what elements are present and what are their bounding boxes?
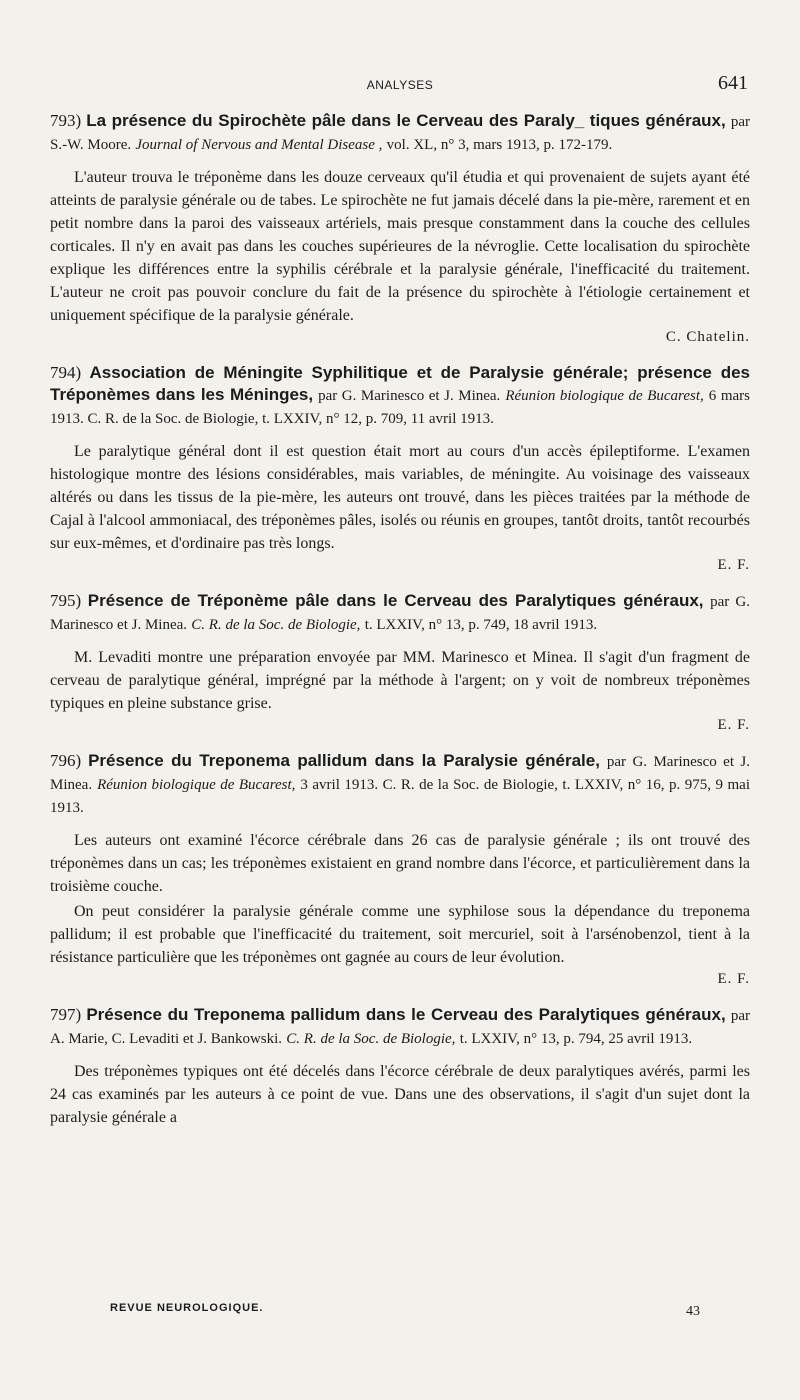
article-number: 796) (50, 751, 82, 770)
article-source: Réunion biologique de Bucarest, (97, 777, 296, 793)
article-794 (50, 362, 750, 574)
article-heading: Présence de Tréponème pâle dans le Cerveau des Paralytiques généraux, (87, 591, 704, 610)
article-reference: vol. XL, n° 3, mars 1913, p. 172-179. (386, 137, 613, 153)
article-title (50, 110, 750, 156)
article-793 (50, 110, 750, 346)
article-signature: C. Chatelin. (665, 329, 750, 345)
article-byline: par G. Marinesco et J. Minea. (318, 388, 501, 404)
article-paragraph: On peut considérer la paralysie générale comme une syphilose sous la dépendance du treponema pallidum; il est probable que l'inefficacité du traitement, soit mercuriel, soit à l'arsénobenzol, tient à la résistance particulière que les tréponèmes ont gagnée au cours de leur évolution. (50, 903, 750, 966)
article-title (50, 750, 750, 819)
running-header (52, 72, 748, 96)
article-heading: La présence du Spirochète pâle dans le Cerveau des Paraly_ tiques généraux, (86, 111, 726, 130)
article-number: 793) (50, 111, 82, 130)
article-paragraph: Les auteurs ont examiné l'écorce cérébrale dans 26 cas de paralysie générale ; ils ont trouvé des tréponèmes dans un cas; les tréponèmes existaient en grand nombre dans l'écorce, et particulièrement dans la troisième couche. (50, 832, 750, 895)
article-byline: par G. Marinesco et J. Minea. (50, 594, 750, 633)
article-796 (50, 750, 750, 988)
article-paragraph: M. Levaditi montre une préparation envoyée par MM. Marinesco et Minea. Il s'agit d'un fragment de cerveau de paralytique général, imprégné par la méthode à l'argent; on y voit de nombreux tréponèmes typiques en pleine substance grise. (50, 649, 750, 712)
article-reference: 6 mars 1913. C. R. de la Soc. de Biologie, t. LXXIV, n° 12, p. 709, 11 avril 1913. (50, 388, 750, 427)
article-paragraph: Le paralytique général dont il est question était mort au cours d'un accès épileptiforme. L'examen histologique montre des lésions considérables, mais variables, de méningite. Au voisinage des vaisseaux altérés ou dans les tissus de la pie-mère, les auteurs ont trouvé, dans les pièces traitées par la méthode de Cajal à l'alcool ammoniacal, des tréponèmes pâles, isolés ou réunis en groupes, tantôt droits, tantôt recourbés sur eux-mêmes, et d'ordinaire pas très longs. (50, 443, 750, 552)
article-heading: Association de Méningite Syphilitique et de Paralysie générale; présence des Tréponèmes dans les Méninges, (50, 363, 750, 404)
article-byline: par A. Marie, C. Levaditi et J. Bankowski. (50, 1008, 751, 1047)
page-number: 641 (718, 72, 748, 94)
article-heading: Présence du Treponema pallidum dans la Paralysie générale, (88, 751, 600, 770)
article-source: Journal of Nervous and Mental Disease , (135, 137, 383, 153)
article-795 (50, 590, 750, 734)
article-source: C. R. de la Soc. de Biologie, (191, 617, 361, 633)
article-number: 797) (50, 1005, 82, 1024)
article-source: C. R. de la Soc. de Biologie, (286, 1031, 456, 1047)
article-signature: E. F. (717, 971, 750, 987)
article-title (50, 590, 750, 636)
article-797 (50, 1004, 750, 1129)
article-number: 795) (50, 591, 82, 610)
article-list (50, 110, 750, 1145)
article-paragraph: L'auteur trouva le tréponème dans les douze cerveaux qu'il étudia et qui provenaient de sujets ayant été atteints de paralysie générale ou de tabes. Le spirochète ne fut jamais décelé dans la pie-mère, rarement et en petit nombre dans la paroi des vaisseaux artériels, mais presque constamment dans la couche des cellules corticales. Il n'y en avait pas dans les couches supérieures de la névroglie. Cette localisation du spirochète explique les différences entre la syphilis cérébrale et la paralysie générale, l'inefficacité du traitement. L'auteur ne croit pas pouvoir conclure du fait de la présence du spirochète à l'étiologie certainement et uniquement spécifique de la paralysie générale. (50, 169, 750, 324)
article-byline: par G. Marinesco et J. Minea. (50, 754, 751, 793)
running-title: ANALYSES (366, 78, 434, 92)
journal-name: REVUE NEUROLOGIQUE. (110, 1302, 264, 1314)
article-reference: t. LXXIV, n° 13, p. 794, 25 avril 1913. (459, 1031, 693, 1047)
article-title (50, 1004, 750, 1050)
article-reference: t. LXXIV, n° 13, p. 749, 18 avril 1913. (364, 617, 598, 633)
page-footer (110, 1298, 700, 1322)
signature-mark: 43 (686, 1304, 700, 1319)
article-heading: Présence du Treponema pallidum dans le Cerveau des Paralytiques généraux, (86, 1005, 726, 1024)
article-reference: 3 avril 1913. C. R. de la Soc. de Biologie, t. LXXIV, n° 16, p. 975, 9 mai 1913. (50, 777, 751, 816)
article-source: Réunion biologique de Bucarest, (505, 388, 704, 404)
article-number: 794) (50, 363, 82, 382)
article-byline: par S.-W. Moore. (50, 114, 750, 153)
article-paragraph: Des tréponèmes typiques ont été décelés dans l'écorce cérébrale de deux paralytiques avérés, parmi les 24 cas examinés par les auteurs à ce point de vue. Dans une des observations, il s'agit d'un sujet dont la paralysie générale a (50, 1063, 750, 1126)
article-signature: E. F. (717, 717, 750, 733)
article-title (50, 362, 750, 430)
article-signature: E. F. (717, 557, 750, 573)
